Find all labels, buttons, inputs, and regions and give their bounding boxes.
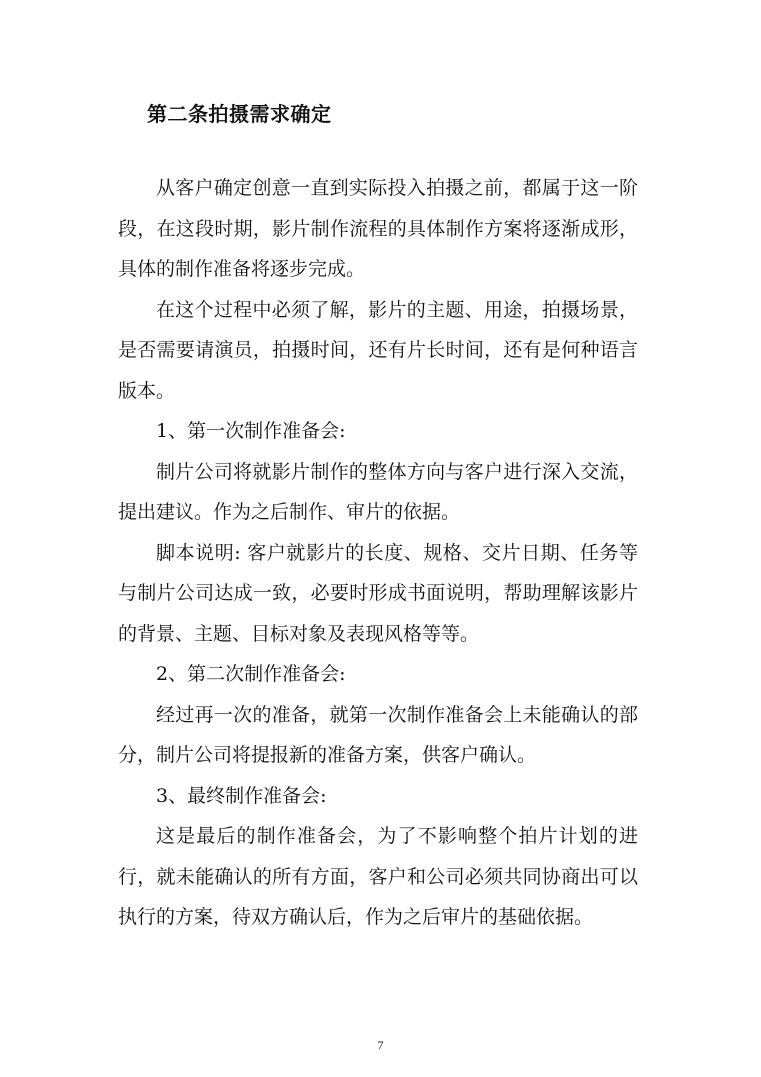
paragraph-second-meeting: 经过再一次的准备，就第一次制作准备会上未能确认的部分，制片公司将提报新的准备方案，供客户确认。 xyxy=(118,703,638,766)
subheading-first-meeting: 1、第一次制作准备会: xyxy=(156,420,346,442)
paragraph-final-meeting: 这是最后的制作准备会，为了不影响整个拍片计划的进行，就未能确认的所有方面，客户和公司必须共同协商出可以执行的方案，待双方确认后，作为之后审片的基础依据。 xyxy=(118,825,638,928)
paragraph-first-meeting: 制片公司将就影片制作的整体方向与客户进行深入交流，提出建议。作为之后制作、审片的依据。 xyxy=(118,460,638,523)
page-number: 7 xyxy=(377,1038,384,1052)
subheading-final-meeting: 3、最终制作准备会: xyxy=(156,784,327,807)
subheading-second-meeting: 2、第二次制作准备会: xyxy=(156,663,346,685)
paragraph-script-description: 脚本说明: 客户就影片的长度、规格、交片日期、任务等与制片公司达成一致，必要时形成书面说明，帮助理解该影片的背景、主题、目标对象及表现风格等等。 xyxy=(118,541,638,645)
paragraph-requirements: 在这个过程中必须了解，影片的主题、用途，拍摄场景，是否需要请演员，拍摄时间，还有片长时间，还有是何种语言版本。 xyxy=(118,298,638,402)
section-heading: 第二条拍摄需求确定 xyxy=(147,102,332,126)
body-text xyxy=(118,168,638,938)
paragraph-intro: 从客户确定创意一直到实际投入拍摄之前，都属于这一阶段，在这段时期，影片制作流程的具体制作方案将逐渐成形，具体的制作准备将逐步完成。 xyxy=(118,177,638,280)
